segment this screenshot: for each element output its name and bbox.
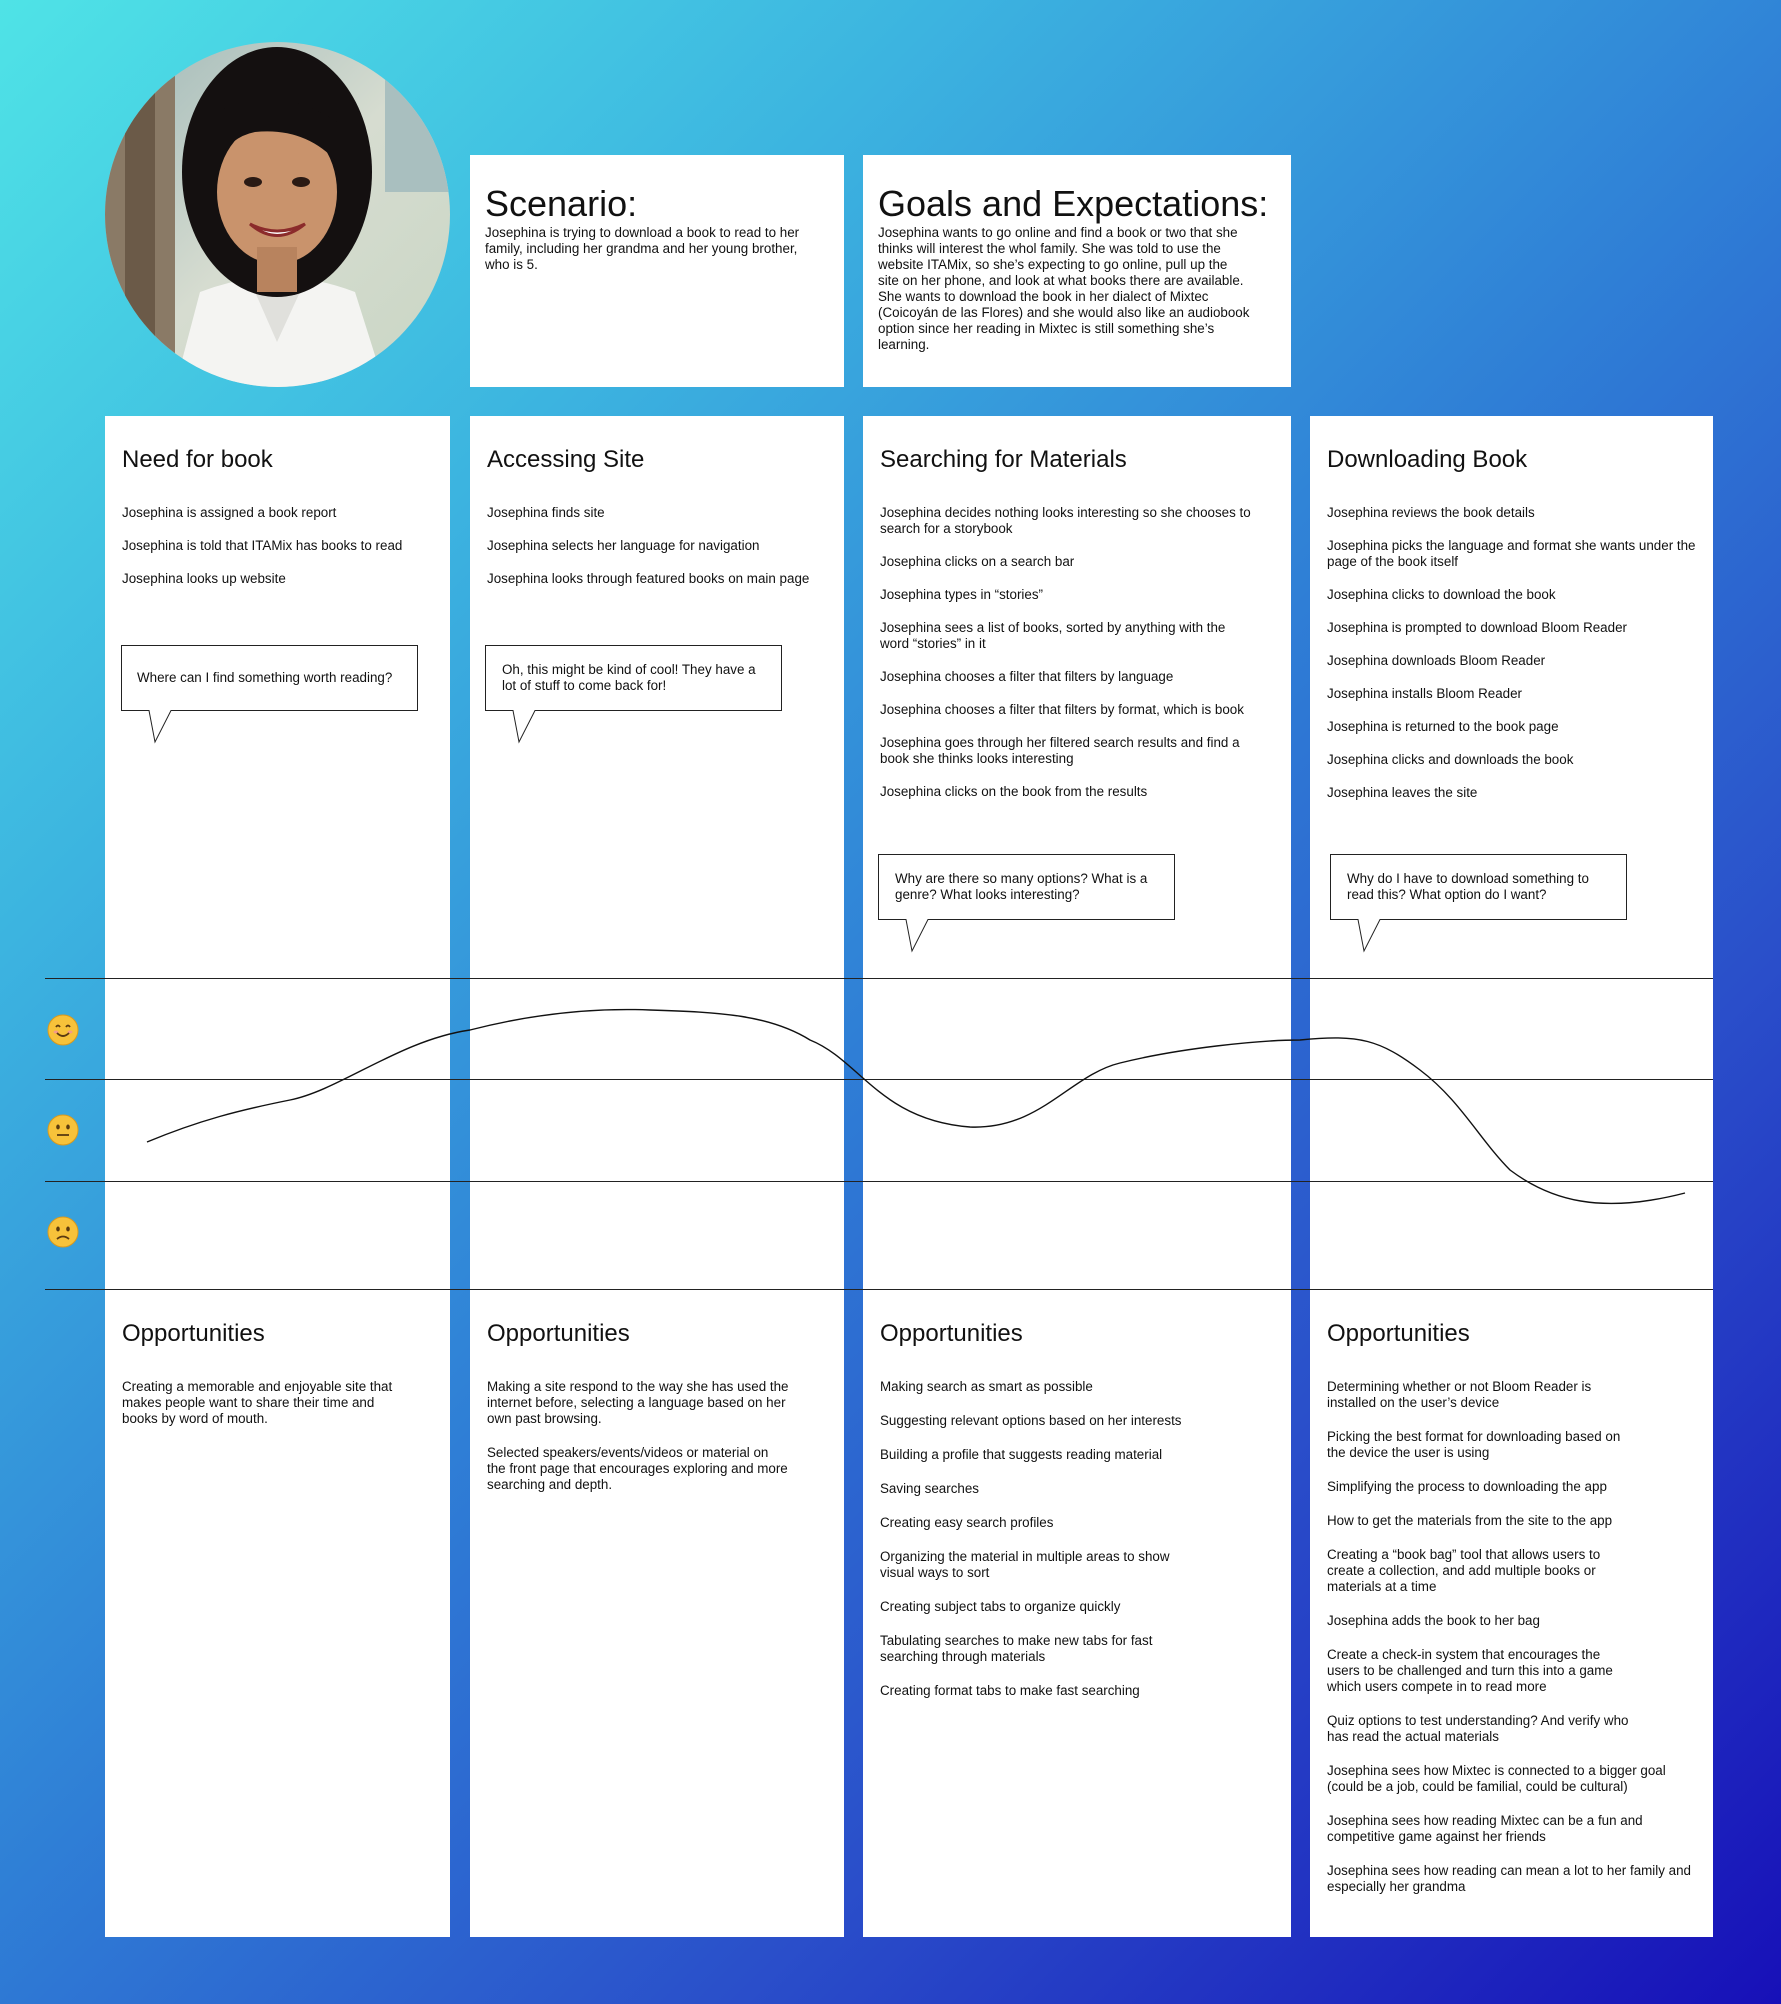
list-item: Suggesting relevant options based on her interests — [880, 1413, 1182, 1428]
stage-title: Downloading Book — [1327, 446, 1528, 473]
list-item: Making a site respond to the way she has used the internet before, selecting a language based on her own past browsing. — [487, 1379, 789, 1426]
opportunities-card-need-for-book — [105, 1290, 450, 1937]
stage-title: Need for book — [122, 446, 273, 473]
list-item: Josephina types in “stories” — [880, 587, 1043, 602]
list-item: Josephina clicks to download the book — [1327, 587, 1556, 602]
sad-face-icon — [47, 1216, 79, 1248]
list-item: Josephina chooses a filter that filters by language — [880, 669, 1174, 684]
list-item: Josephina sees how Mixtec is connected to a bigger goal (could be a job, could be familial, could be cultural) — [1327, 1763, 1666, 1794]
goals-title: Goals and Expectations: — [878, 183, 1269, 224]
list-item: Josephina is told that ITAMix has books to read — [122, 538, 403, 553]
list-item: Josephina clicks on a search bar — [880, 554, 1075, 569]
list-item: Building a profile that suggests reading material — [880, 1447, 1163, 1462]
opportunities-card-downloading — [1310, 1290, 1713, 1937]
list-item: Josephina finds site — [487, 505, 605, 520]
list-item: Josephina clicks and downloads the book — [1327, 752, 1574, 767]
list-item: Josephina is returned to the book page — [1327, 719, 1559, 734]
list-item: Josephina looks through featured books on main page — [487, 571, 810, 586]
list-item: Creating a “book bag” tool that allows users to create a collection, and add multiple books or materials at a time — [1327, 1547, 1601, 1594]
opportunities-title: Opportunities — [487, 1320, 630, 1347]
opportunities-title: Opportunities — [1327, 1320, 1470, 1347]
list-item: Josephina adds the book to her bag — [1327, 1613, 1540, 1628]
goals-text: Josephina wants to go online and find a book or two that she thinks will interest the whol family. She was told to use the website ITAMix, so she’s expecting to go online, pull up the site on her phone, and look at what books there are available. She wants to download the book in her dialect of Mixtec (Coicoyán de las Flores) and she would also like an audiobook option since her reading in Mixtec is still something she’s learning. — [878, 225, 1250, 352]
list-item: Josephina goes through her filtered search results and find a book she thinks looks interesting — [880, 735, 1240, 766]
list-item: Making search as smart as possible — [880, 1379, 1093, 1394]
list-item: Josephina downloads Bloom Reader — [1327, 653, 1546, 668]
list-item: Quiz options to test understanding? And verify who has read the actual materials — [1327, 1713, 1629, 1744]
list-item: Create a check-in system that encourages the users to be challenged and turn this into a game which users compete in to read more — [1327, 1647, 1613, 1694]
scenario-text: Josephina is trying to download a book to read to her family, including her grandma and her young brother, who is 5. — [485, 225, 800, 272]
opportunities-title: Opportunities — [122, 1320, 265, 1347]
scenario-title: Scenario: — [485, 183, 638, 224]
happy-face-icon — [47, 1014, 79, 1046]
list-item: Tabulating searches to make new tabs for fast searching through materials — [880, 1633, 1153, 1664]
thought-text: Oh, this might be kind of cool! They have a lot of stuff to come back for! — [502, 662, 756, 693]
list-item: Creating a memorable and enjoyable site that makes people want to share their time and books by word of mouth. — [122, 1379, 393, 1426]
list-item: Selected speakers/events/videos or material on the front page that encourages exploring and more searching and depth. — [487, 1445, 788, 1492]
list-item: Josephina is prompted to download Bloom Reader — [1327, 620, 1627, 635]
neutral-face-icon — [47, 1114, 79, 1146]
stage-title: Searching for Materials — [880, 446, 1127, 473]
thought-text: Where can I find something worth reading? — [137, 670, 393, 685]
thought-text: Why do I have to download something to read this? What option do I want? — [1347, 871, 1589, 902]
thought-text: Why are there so many options? What is a genre? What looks interesting? — [895, 871, 1148, 902]
opportunities-list — [487, 1379, 789, 1511]
opportunities-card-accessing-site — [470, 1290, 844, 1937]
list-item: Josephina sees how reading Mixtec can be a fun and competitive game against her friends — [1327, 1813, 1643, 1844]
list-item: Josephina looks up website — [122, 571, 286, 586]
opportunities-list — [122, 1379, 400, 1445]
list-item: How to get the materials from the site to the app — [1327, 1513, 1613, 1528]
list-item: Picking the best format for downloading based on the device the user is using — [1327, 1429, 1621, 1460]
list-item: Josephina selects her language for navigation — [487, 538, 760, 553]
opportunities-list — [880, 1379, 1191, 1717]
list-item: Josephina installs Bloom Reader — [1327, 686, 1523, 701]
list-item: Creating subject tabs to organize quickly — [880, 1599, 1121, 1614]
opportunities-list — [1327, 1379, 1703, 1913]
opportunities-card-searching — [863, 1290, 1291, 1937]
list-item: Saving searches — [880, 1481, 979, 1496]
list-item: Josephina is assigned a book report — [122, 505, 337, 520]
opportunities-title: Opportunities — [880, 1320, 1023, 1347]
list-item: Josephina chooses a filter that filters by format, which is book — [880, 702, 1244, 717]
list-item: Josephina picks the language and format she wants under the page of the book itself — [1327, 538, 1696, 569]
list-item: Josephina leaves the site — [1327, 785, 1478, 800]
list-item: Organizing the material in multiple areas to show visual ways to sort — [880, 1549, 1170, 1580]
list-item: Determining whether or not Bloom Reader is installed on the user’s device — [1327, 1379, 1592, 1410]
stage-title: Accessing Site — [487, 446, 645, 473]
list-item: Simplifying the process to downloading the app — [1327, 1479, 1607, 1494]
list-item: Creating format tabs to make fast searching — [880, 1683, 1140, 1698]
list-item: Josephina sees how reading can mean a lot to her family and especially her grandma — [1327, 1863, 1691, 1894]
list-item: Creating easy search profiles — [880, 1515, 1054, 1530]
list-item: Josephina reviews the book details — [1327, 505, 1535, 520]
list-item: Josephina decides nothing looks interesting so she chooses to search for a storybook — [880, 505, 1251, 536]
list-item: Josephina clicks on the book from the results — [880, 784, 1148, 799]
list-item: Josephina sees a list of books, sorted by anything with the word “stories” in it — [880, 620, 1226, 651]
